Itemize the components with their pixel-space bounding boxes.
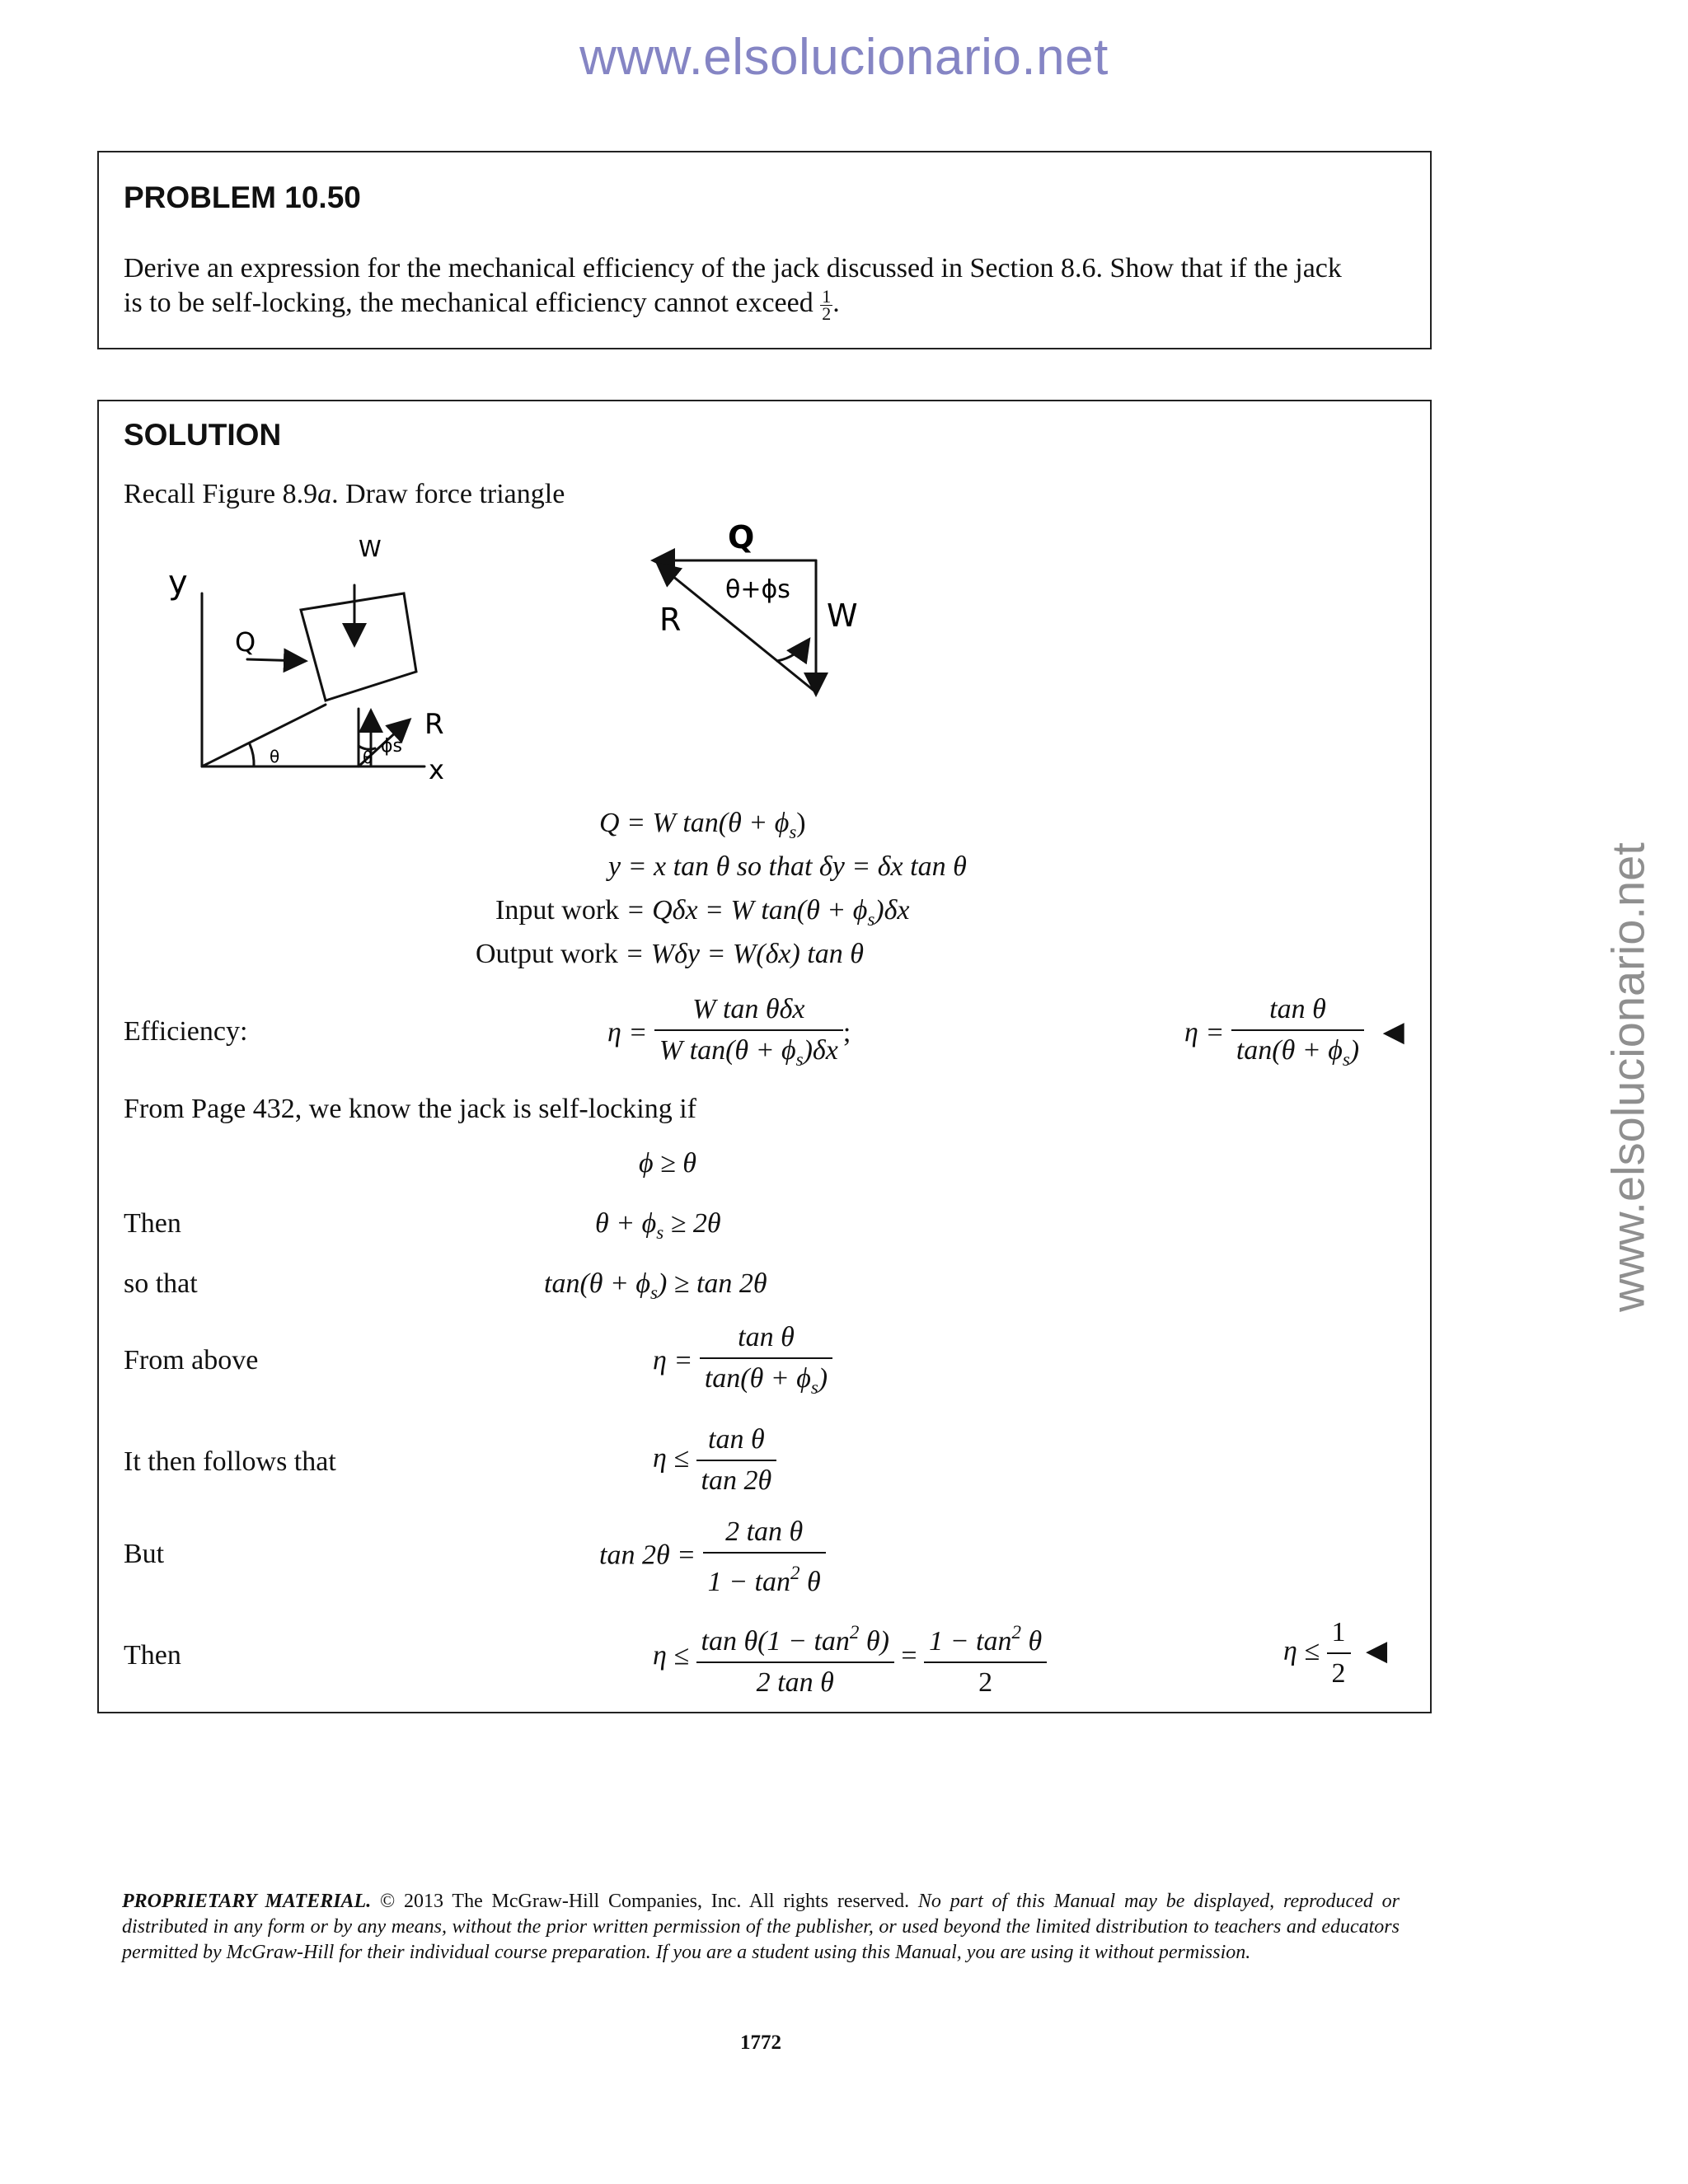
fig-r-label: R bbox=[424, 708, 444, 741]
then2-fraction2 bbox=[924, 1616, 1047, 1699]
footer-italic: No part of this Manual may be displayed, reproduced or distributed in any form or by any means, without the prior written permission of the publisher, or used beyond the limited distribution to teachers and educators permitted by McGraw-Hill for their individual course preparation. If you are a student using this Manual, you are using it without permission. bbox=[122, 1891, 1400, 1963]
eff-den-pre: W tan(θ + ϕ bbox=[659, 1035, 796, 1066]
follows-den: tan 2θ bbox=[701, 1465, 772, 1496]
above-den-pre: tan(θ + ϕ bbox=[704, 1363, 811, 1394]
eff-result-fraction bbox=[1231, 993, 1364, 1076]
eff-lhs: η = bbox=[607, 1017, 648, 1048]
follows-fraction bbox=[696, 1423, 777, 1497]
half-fraction bbox=[820, 285, 832, 324]
watermark-side-text: www.elsolucionario.net bbox=[1601, 842, 1654, 1312]
then2-lhs: η ≤ bbox=[653, 1640, 690, 1671]
tri-w-label: W bbox=[827, 598, 858, 634]
eq-q-mid: = W tan(θ + ϕ bbox=[619, 808, 790, 838]
fig-y-label: y bbox=[168, 564, 188, 602]
eff-result-den-sub: s bbox=[1342, 1049, 1350, 1070]
tri-q-label: Q bbox=[728, 519, 755, 555]
problem-title: PROBLEM 10.50 bbox=[124, 180, 361, 214]
eq-output-label: Output work bbox=[476, 939, 618, 969]
eq-output-text: = Wδy = W(δx) tan θ bbox=[617, 939, 864, 969]
efficiency-equation bbox=[607, 993, 851, 1076]
then2-den1: 2 tan θ bbox=[756, 1667, 834, 1698]
then2-num2-post: θ bbox=[1021, 1626, 1043, 1657]
eq-q-end: ) bbox=[796, 808, 806, 838]
intro-italic: a bbox=[317, 479, 332, 509]
then2-result-lhs: η ≤ bbox=[1283, 1635, 1320, 1666]
then2-num1 bbox=[696, 1616, 894, 1663]
then1-pre: θ + ϕ bbox=[595, 1208, 657, 1239]
eq-input-pre: = Qδx = W tan(θ + ϕ bbox=[619, 895, 868, 926]
but-label: But bbox=[124, 1539, 165, 1569]
then2-fraction1 bbox=[696, 1616, 894, 1699]
then2-result-fraction bbox=[1327, 1616, 1351, 1690]
above-lhs: η = bbox=[653, 1345, 693, 1376]
follows-equation bbox=[653, 1423, 776, 1497]
then2-result-num: 1 bbox=[1327, 1616, 1351, 1654]
sothat-post: ) ≥ tan 2θ bbox=[657, 1268, 767, 1299]
then1-sub: s bbox=[656, 1222, 664, 1243]
fig-w-label: W bbox=[359, 535, 382, 562]
eq-q bbox=[599, 808, 806, 843]
efficiency-label: Efficiency: bbox=[124, 1016, 248, 1047]
eff-result-num: tan θ bbox=[1231, 993, 1364, 1031]
intro-pre: Recall Figure 8.9 bbox=[124, 479, 318, 509]
fig-phi-label: ϕs bbox=[381, 736, 402, 757]
but-equation bbox=[599, 1516, 826, 1599]
eq-input-label: Input work bbox=[495, 895, 620, 926]
half-num: 1 bbox=[822, 285, 832, 307]
problem-text bbox=[124, 251, 1418, 322]
sothat-pre: tan(θ + ϕ bbox=[544, 1268, 651, 1299]
then2-equals: = bbox=[901, 1640, 917, 1671]
tri-angle-label: θ+ϕs bbox=[725, 575, 790, 604]
above-num: tan θ bbox=[700, 1321, 832, 1359]
problem-text-line2-text: is to be self-locking, the mechanical efficiency cannot exceed bbox=[124, 288, 814, 318]
solution-title: SOLUTION bbox=[124, 418, 282, 452]
intro-post: . Draw force triangle bbox=[331, 479, 565, 509]
then2-num1-post: θ) bbox=[859, 1626, 889, 1657]
eff-result-den-post: ) bbox=[1349, 1035, 1360, 1066]
eq-y: y = x tan θ so that δy = δx tan θ bbox=[608, 851, 967, 882]
problem-text-line2: is to be self-locking, the mechanical efficiency cannot exceed $\frac{1}{2}$ . bbox=[124, 285, 840, 324]
above-den-post: ) bbox=[818, 1363, 828, 1394]
above-equation bbox=[653, 1321, 832, 1404]
eq-q-sub: s bbox=[789, 822, 797, 842]
answer-marker-1: ◀ bbox=[1382, 1017, 1404, 1048]
force-triangle-diagram bbox=[639, 511, 886, 705]
eff-fraction bbox=[654, 993, 843, 1076]
then2-den2: 2 bbox=[978, 1667, 993, 1698]
above-den-sub: s bbox=[810, 1377, 818, 1398]
but-num: 2 tan θ bbox=[703, 1516, 826, 1554]
jack-free-body-diagram bbox=[157, 527, 486, 783]
fig-theta2-label: θ bbox=[363, 748, 373, 767]
then2-result bbox=[1283, 1616, 1387, 1690]
above-fraction bbox=[700, 1321, 832, 1404]
then1-post: ≥ 2θ bbox=[663, 1208, 721, 1239]
but-den-post: θ bbox=[799, 1567, 821, 1597]
eff-result-lhs: η = bbox=[1184, 1017, 1225, 1048]
then2-num2-sup: 2 bbox=[1011, 1622, 1021, 1643]
tri-r-label: R bbox=[659, 602, 682, 638]
but-den-pre: 1 − tan bbox=[707, 1567, 790, 1597]
then2-label: Then bbox=[124, 1640, 181, 1671]
eq-output-work bbox=[476, 939, 864, 970]
eq-input-work bbox=[495, 895, 910, 930]
page-note: From Page 432, we know the jack is self-locking if bbox=[124, 1094, 696, 1124]
sothat-label: so that bbox=[124, 1268, 198, 1299]
then1-equation bbox=[595, 1208, 721, 1244]
sothat-sub: s bbox=[650, 1282, 658, 1303]
fig-theta1-label: θ bbox=[270, 747, 280, 766]
half-den: 2 bbox=[822, 302, 832, 324]
follows-label: It then follows that bbox=[124, 1446, 336, 1477]
above-label: From above bbox=[124, 1345, 259, 1376]
efficiency-result bbox=[1184, 993, 1404, 1076]
eff-result-den-pre: tan(θ + ϕ bbox=[1236, 1035, 1343, 1066]
problem-box bbox=[97, 151, 1432, 349]
footer-regular: © 2013 The McGraw-Hill Companies, Inc. All rights reserved. bbox=[371, 1891, 910, 1912]
follows-num: tan θ bbox=[696, 1423, 777, 1461]
sothat-equation bbox=[544, 1268, 767, 1304]
eq-input-post: )δx bbox=[874, 895, 910, 926]
footer-copyright bbox=[122, 1889, 1400, 1966]
page-number: 1772 bbox=[740, 2032, 781, 2054]
eq-input-sub: s bbox=[867, 909, 875, 930]
then2-num1-sup: 2 bbox=[849, 1622, 860, 1643]
follows-lhs: η ≤ bbox=[653, 1442, 690, 1474]
above-den bbox=[700, 1359, 832, 1404]
watermark-top: www.elsolucionario.net bbox=[579, 29, 1109, 86]
but-lhs: tan 2θ = bbox=[599, 1540, 696, 1571]
fig-q-label: Q bbox=[235, 626, 256, 658]
eq-q-lhs: Q bbox=[599, 808, 620, 838]
but-den bbox=[703, 1554, 826, 1599]
then1-label: Then bbox=[124, 1208, 181, 1239]
but-den-sup: 2 bbox=[790, 1563, 800, 1583]
fig-x-label: x bbox=[429, 754, 444, 783]
then2-num2-pre: 1 − tan bbox=[929, 1626, 1012, 1657]
eff-den-post: )δx bbox=[803, 1035, 838, 1066]
then2-num1-pre: tan θ(1 − tan bbox=[701, 1626, 850, 1657]
footer-proprietary: PROPRIETARY MATERIAL. bbox=[122, 1891, 372, 1912]
then2-num2 bbox=[924, 1616, 1047, 1663]
then2-result-den: 2 bbox=[1331, 1658, 1346, 1689]
but-fraction bbox=[703, 1516, 826, 1599]
eff-num: W tan θδx bbox=[654, 993, 843, 1031]
solution-intro bbox=[124, 477, 565, 512]
problem-text-line1: Derive an expression for the mechanical efficiency of the jack discussed in Section 8.6. Show that if the jack bbox=[124, 253, 1342, 284]
cond-phi-theta: ϕ ≥ θ bbox=[639, 1148, 696, 1179]
answer-marker-2: ◀ bbox=[1366, 1635, 1388, 1666]
eff-den-sub: s bbox=[795, 1049, 804, 1070]
eff-den bbox=[654, 1031, 843, 1076]
eff-semicolon: ; bbox=[842, 1017, 851, 1048]
then2-equation bbox=[653, 1616, 1047, 1699]
eff-result-den bbox=[1231, 1031, 1364, 1076]
